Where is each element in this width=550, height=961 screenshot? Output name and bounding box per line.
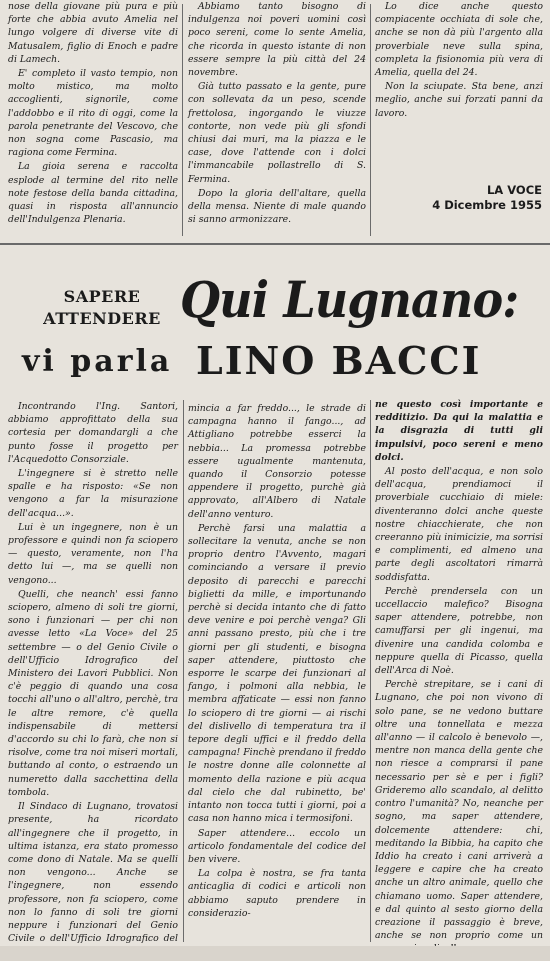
bottom-column-2	[188, 402, 366, 921]
column-divider	[370, 400, 371, 942]
paragraph: Il Sindaco di Lugnano, trovatosi presente, ha ricordato all'ingegnere che il progetto, in ultima istanza, era stato promesso come dono di Natale. Ma se quelli non vengono... Anche se l'ingegnere, non essendo professore, non fa sciopero, come non lo fanno di soli tre giorni neppure i funzionari del Genio Civile o dell'Ufficio Idrografico del	[8, 801, 178, 945]
paragraph: ne questo così importante e redditizio. Da qui la malattia e la disgrazia di tutti gli impulsivi, poco sereni e meno dolci.	[375, 399, 543, 463]
paragraph: Perchè prendersela con un uccellaccio malefico? Bisogna saper attendere, potrebbe, non camuffarsi per gli ingenui, ma divenire una candida colomba e neppure quella di Picasso, quella dell'Arca di Noè.	[375, 585, 543, 677]
paragraph: Perchè strepitare, se i cani di Lugnano, che poi non vivono di solo pane, se ne vedono buttare oltre una tonnellata e mezza all'anno — il calcolo è benevolo —, mentre non manca della gente che non riesce a comprarsi il pane necessario per sè e per i figli? Grideremo allo scandalo, al delitto contro l'umanità? No, neanche per sogno, ma saper attendere, dolcemente attendere: chi, meditando la Bibbia, ha capito che Iddio ha creato i cani arriverà a leggere e capire che ha creato anche un altro animale, quello che chiamano uomo. Saper attendere, e dal quinto al sesto giorno della creazione il passaggio è breve, anche se non proprio come un	[375, 679, 543, 942]
source-paper: LA VOCE	[486, 183, 542, 197]
paragraph: Dopo la gloria dell'altare, quella della mensa. Niente di male quando si sanno armonizzare.	[188, 187, 366, 226]
paragraph: La gioia serena e raccolta esplode al termine del rito nelle note festose della banda cittadina, quasi in risposta all'annuncio dell'Indulgenza Plenaria.	[8, 161, 178, 226]
paragraph: Quelli, che neanch' essi fanno sciopero, almeno di soli tre giorni, sono i funzionari — per chi non avesse letto «La Voce» del 25 settembre — o del Genio Civile o dell'Ufficio Idrografico del Ministero dei Lavori Pubblici. Non c'è peggio di quando una cosa tocchi all'uno o all'altro, perchè, tra le altre remore, c'è quella indispensabile di mettersi d'accordo su chi lo farà, che non si risolve, come tra noi miseri mortali, buttando al conto, o estraendo un numeretto dalla sacchettina della tombola.	[8, 588, 178, 798]
paragraph: E' completo il vasto tempio, non molto mistico, ma molto accoglienti, signorile, come l'addobbo e il rito di oggi, come la parola penetrante del Vescovo, che non sogna come Pascasio, ma ragiona come Fermina.	[8, 68, 178, 159]
paragraph: mincia a far freddo..., le strade di campagna hanno il fango..., ad Attigliano potrebbe esserci la nebbia... La promessa potrebbe essere ugualmente mantenuta, quando il Consorzio potesse appendere il progetto, purchè già approvato, all'Albero di Natale dell'anno venturo.	[188, 403, 366, 520]
headline-sub-b: LINO BACCI	[196, 338, 482, 383]
column-divider	[183, 400, 184, 942]
paragraph: Saper attendere... eccolo un articolo fondamentale del codice del ben vivere.	[188, 827, 366, 865]
source-date: 4 Dicembre 1955	[432, 198, 542, 212]
bottom-column-1	[8, 400, 178, 960]
top-column-2	[188, 0, 366, 227]
paragraph: Lui è un ingegnere, non è un professore e quindi non fa sciopero — questo, veramente, non l'ha detto lui —, ma se quelli non vengono...	[8, 521, 178, 586]
paragraph: Lo dice anche questo compiacente occhiata di sole che, anche se non dà più l'argento alla proverbiale neve sulla spina, completa la fisionomia più vera di Amelia, quella del 24.	[375, 1, 543, 79]
paragraph: Incontrando l'Ing. Santori, abbiamo approfittato della sua cortesia per domandargli a che punto fosse il progetto per l'Acquedotto Consorziale.	[8, 401, 178, 465]
headline-main: Qui Lugnano:	[180, 270, 519, 329]
paper-edge	[0, 946, 550, 961]
article-separator	[0, 243, 550, 245]
paragraph: Al posto dell'acqua, e non solo dell'acqua, prendiamoci il proverbiale cucchiaio di miele: diventeranno dolci anche queste nostre chiacchierate, che non creeranno più inimicizie, ma sorrisi e complimenti, ed almeno una parte degli ascoltatori rimarrà soddisfatta.	[375, 466, 543, 583]
paragraph: Non la sciupate. Sta bene, anzi meglio, anche sui forzati panni da lavoro.	[375, 81, 543, 119]
bottom-column-3	[375, 398, 543, 957]
column-divider	[370, 4, 371, 236]
paragraph: La colpa è nostra, se fra tanta anticaglia di codici e articoli non abbiamo saputo prendere in considerazio-	[188, 868, 366, 919]
kicker-line-2: ATTENDERE	[43, 309, 161, 328]
headline-sub-a: vi parla	[22, 344, 173, 379]
source-stamp	[412, 183, 542, 213]
paragraph: Perchè farsi una malattia a sollecitare la venuta, anche se non proprio dentro l'Avvento, magari cominciando a versare il previo deposito di parecchi e parecchi biglietti da mille, e importunando perchè si decida intanto che di fatto deve venire e poi perchè venga? Gli anni passano presto, più che i tre giorni per gli studenti, e bisogna saper attendere, piuttosto che esporre le scarpe dei funzionari al fango, i polmoni alla nebbia, le membra affaticate — essi non fanno lo sciopero di tre giorni — ai rischi del dislivello di temperatura tra il tepore degli uffici e il freddo della campagna! Finchè prendano il freddo le nostre donne alle colonnette al momento della razione e più acqua dal cielo che dal rubinetto, be' intanto non tocca tutti i giorni, poi a casa non hanno mica i termosifoni.	[188, 522, 367, 825]
paragraph: L'ingegnere si è stretto nelle spalle e ha risposto: «Se non vengono a far la misurazione dell'acqua...».	[8, 468, 178, 519]
paragraph: Abbiamo tanto bisogno di indulgenza noi poveri uomini così poco sereni, come lo sente Amelia, che ricorda in questo istante di non essere sempre la più città del 24 novembre.	[188, 1, 366, 79]
top-column-1	[8, 0, 178, 227]
paragraph: nose della giovane più pura e più forte che abbia avuto Amelia nel lungo volgere di diverse vite di Matusalem, figlio di Enoch e padre di Lamech.	[8, 1, 178, 65]
kicker-line-1: SAPERE	[63, 287, 141, 306]
top-column-3	[375, 0, 543, 121]
column-divider	[182, 4, 183, 236]
paragraph: Già tutto passato e la gente, pure con sollevata da un peso, scende frettolosa, ingorgando le viuzze contorte, non vede più gli sfondi chiusi dai muri, ma la piazza e le case, dove l'attende con i dolci l'immancabile pollastrello di S. Fermina.	[188, 81, 366, 185]
headline-kicker	[22, 286, 182, 330]
